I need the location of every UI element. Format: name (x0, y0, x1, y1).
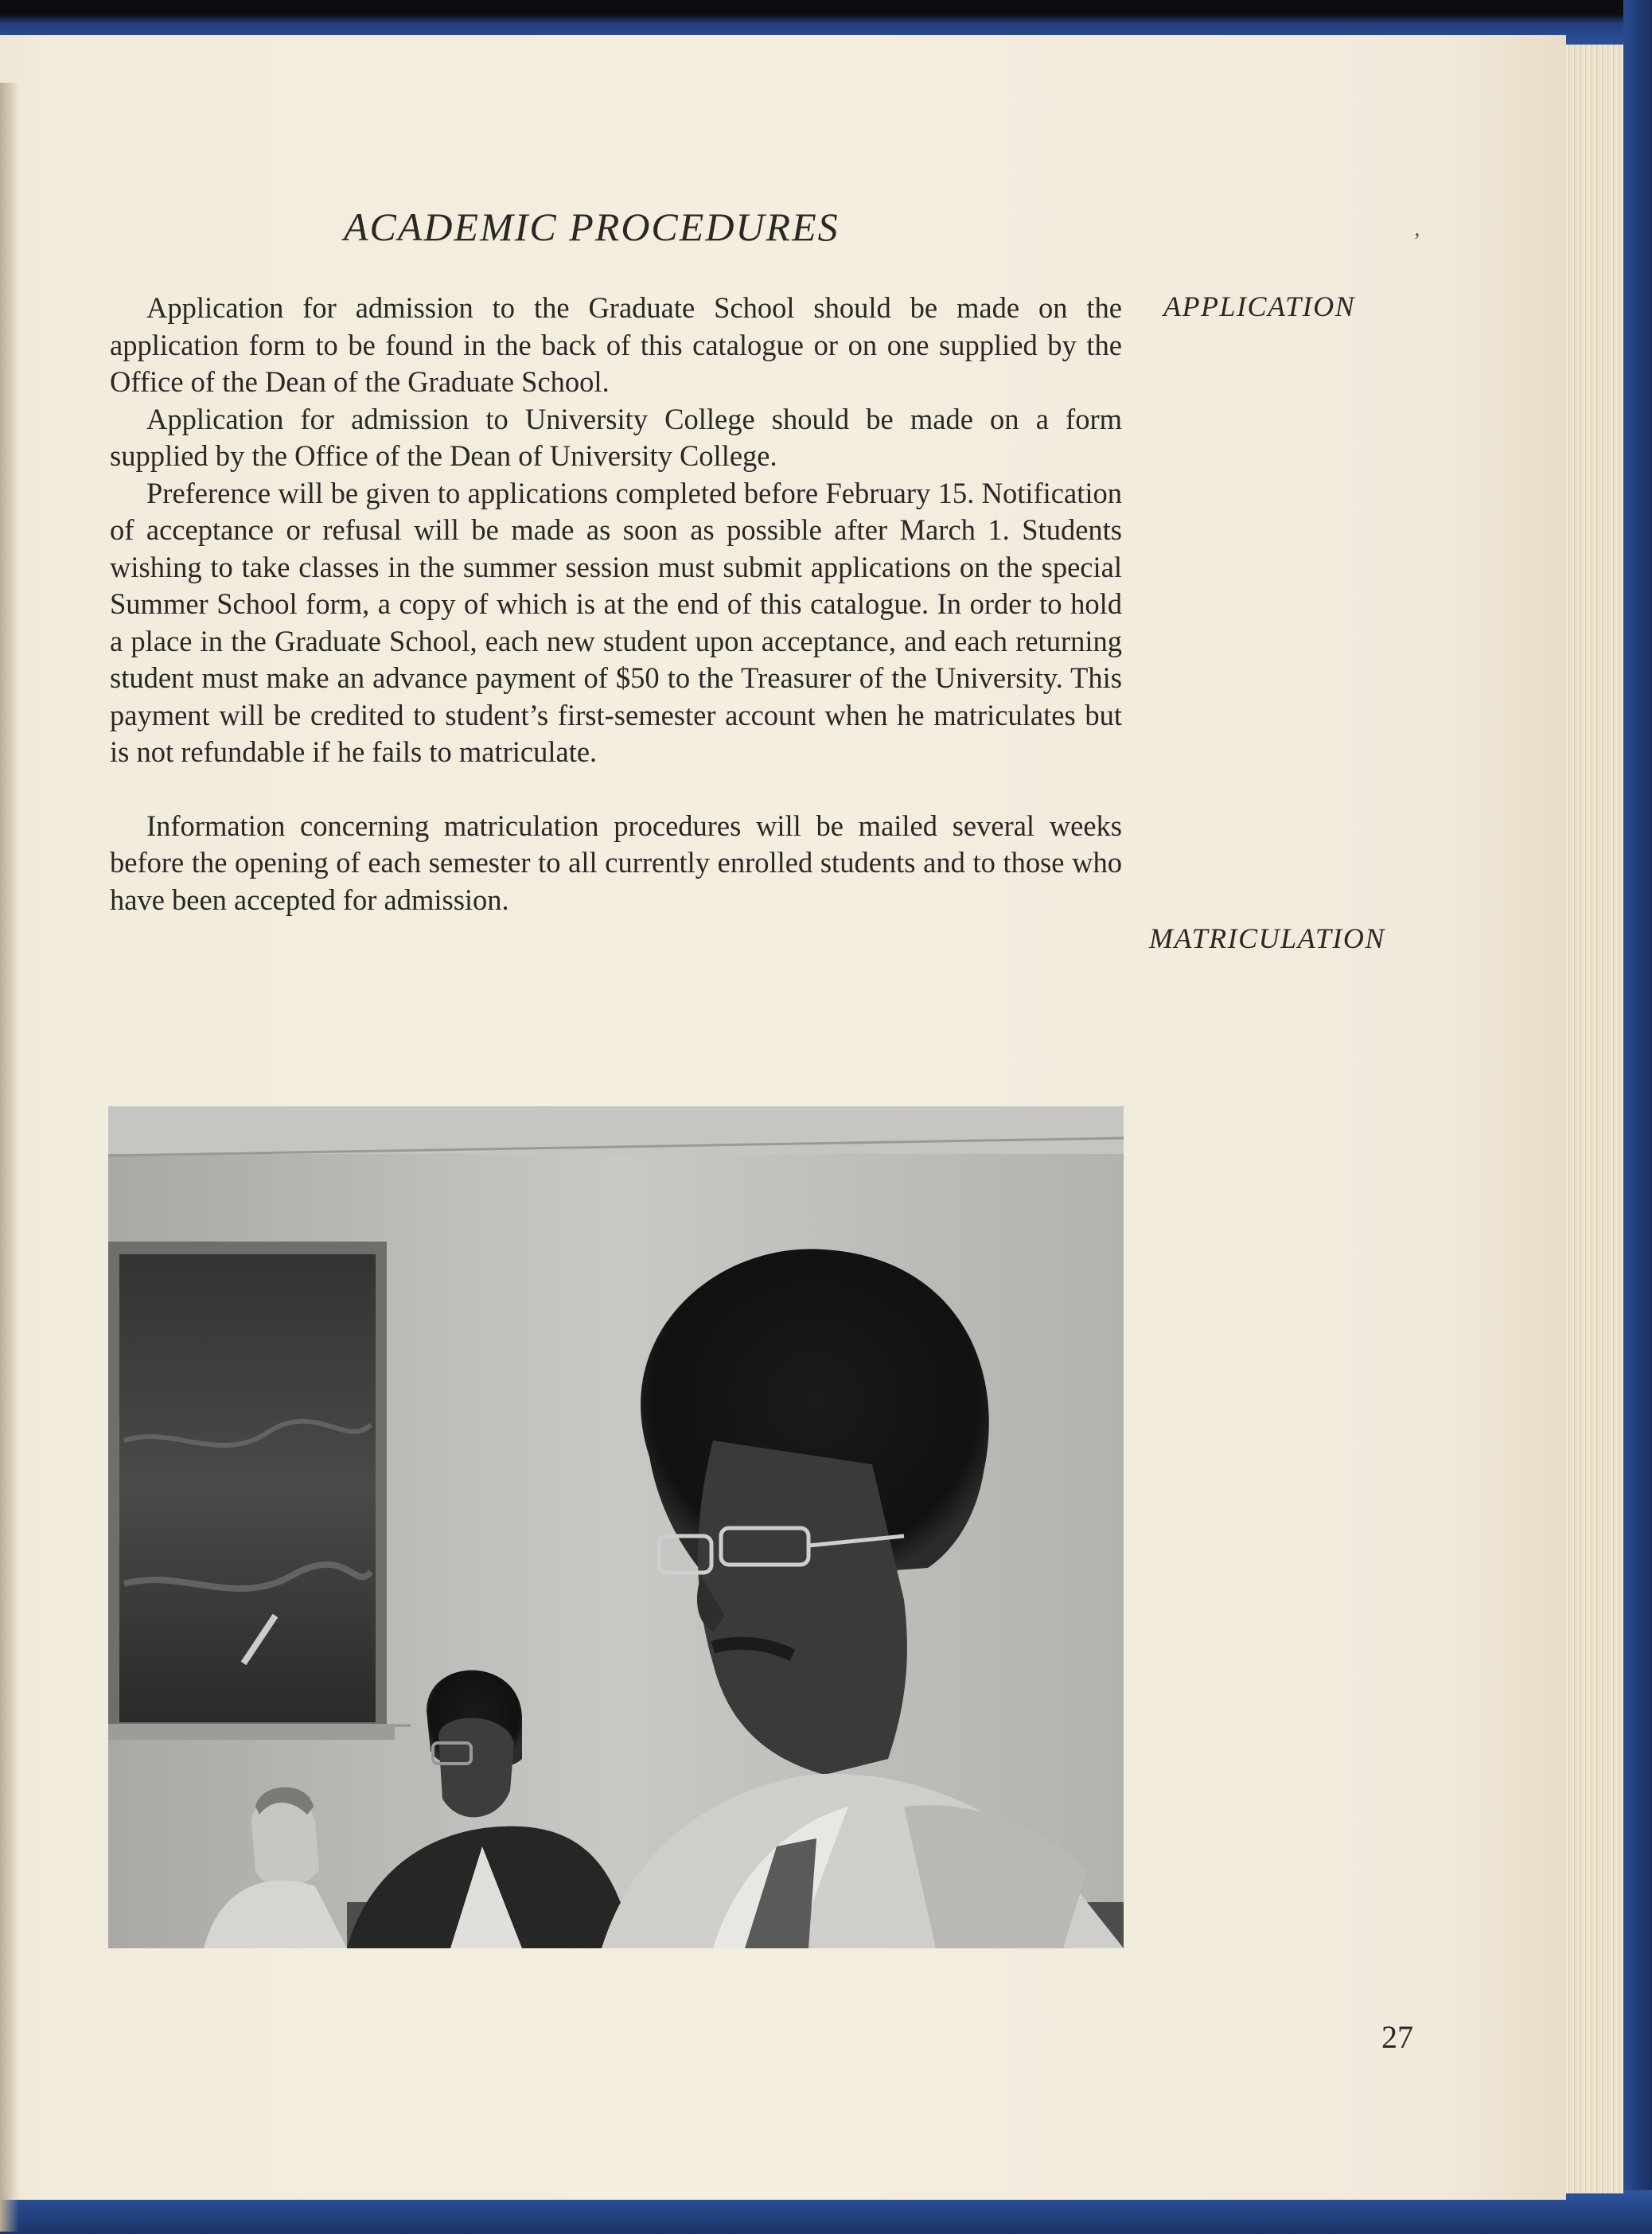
book-cover-right (1623, 0, 1652, 2234)
paragraph-matriculation: Information concerning matriculation procedures will be mailed several weeks before the opening of each semester to all currently enrolled students and to those who have been accepted for admission. (110, 809, 1122, 916)
margin-mark: ʼ (1413, 229, 1421, 254)
page-heading: ACADEMIC PROCEDURES (344, 205, 840, 249)
side-label-matriculation: MATRICULATION (1149, 922, 1385, 954)
page-edges (1566, 45, 1623, 2193)
classroom-photo-image (108, 1106, 1124, 1948)
page-number: 27 (1381, 2019, 1413, 2055)
paragraph-application-graduate: Application for admission to the Graduate School should be made on the application form to be found in the back of this catalogue or on one supplied by the Office of the Dean of the Graduate School. (110, 291, 1122, 398)
side-label-application: APPLICATION (1163, 290, 1356, 322)
body-text (110, 290, 1122, 918)
classroom-photo (108, 1106, 1124, 1948)
paragraph-application-university-college: Application for admission to University College should be made on a form supplied by the Office of the Dean of University College. (110, 402, 1122, 472)
paragraph-application-deadlines: Preference will be given to applications completed before February 15. Notification of acceptance or refusal will be made as soon as possible after March 1. Students wishing to take classes in the summer session must submit applications on the special Summer School form, a copy of which is at the end of this catalogue. In order to hold a place in the Graduate School, each new student upon acceptance, and each returning student must make an advance payment of $50 to the Treasurer of the University. This payment will be credited to student’s first-semester account when he matriculates but is not refundable if he fails to matriculate. (110, 476, 1122, 768)
page-gutter (0, 83, 19, 2232)
